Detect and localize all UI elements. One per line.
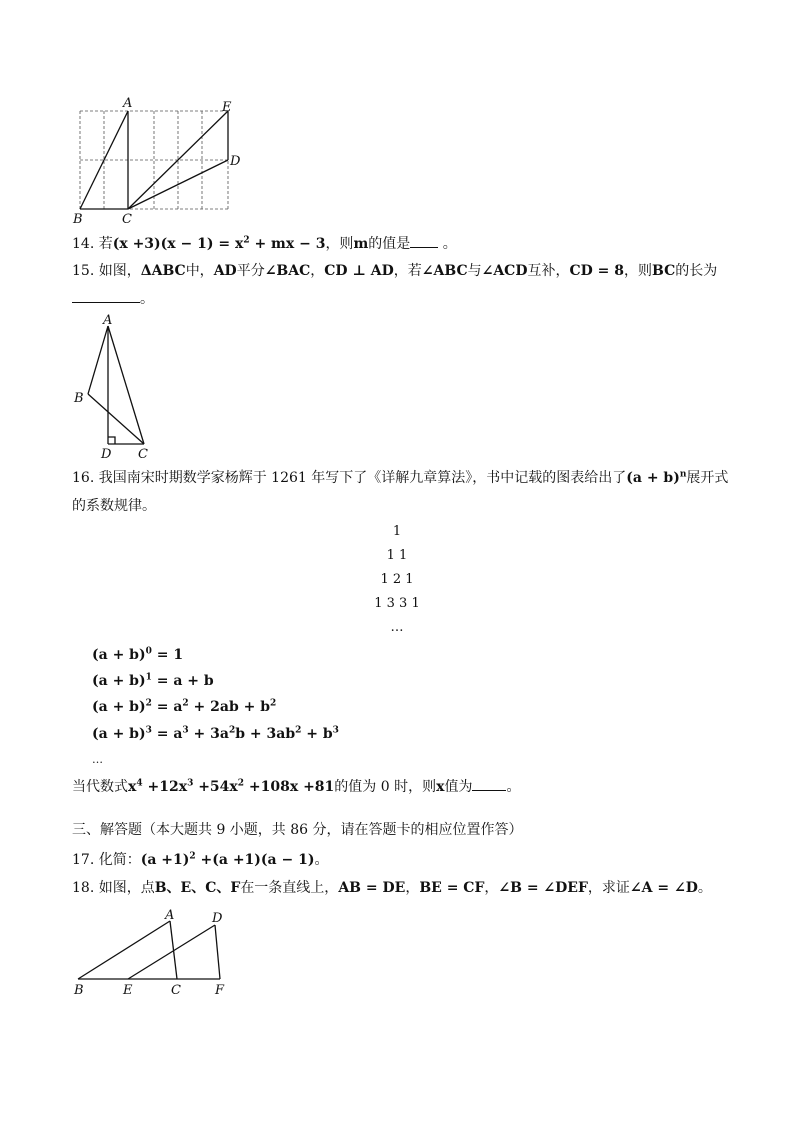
- label-D: D: [230, 154, 241, 169]
- label-F: F: [215, 983, 225, 998]
- label-A: A: [103, 313, 113, 328]
- figure-two-triangles: [70, 905, 240, 1000]
- question-17: 17. 化简：$(a +1)^2 +(a +1)(a - 1)$。: [72, 851, 329, 868]
- section-3-title: 三、解答题（本大题共 9 小题，共 86 分，请在答题卡的相应位置作答）: [72, 822, 523, 838]
- q14-expression: (x +3)(x − 1) = x: [112, 236, 244, 252]
- q16-number: 16.: [72, 470, 99, 486]
- question-16-ask: 当代数式$x^4 +12x^3 +54x^2 +108x +81$的值为 0 时，则x值为 。: [72, 776, 520, 797]
- q14-number: 14.: [72, 236, 99, 252]
- label-C: C: [171, 983, 181, 998]
- pascal-row-3: 1 3 3 1: [374, 596, 420, 611]
- answer-blank: [410, 233, 438, 248]
- figure-triangle-abc: [70, 312, 160, 462]
- question-16-line2: 的系数规律。: [72, 498, 156, 514]
- formula-0: $(a + b)^0 = 1$: [92, 646, 184, 663]
- q18-number: 18.: [72, 880, 99, 896]
- question-18: 18. 如图，点B、E、C、F在一条直线上，AB = DE，BE = CF，∠B = ∠DEF，求证∠A = ∠D。: [72, 880, 712, 896]
- label-C: C: [122, 212, 132, 227]
- question-16: 16. 我国南宋时期数学家杨辉于 1261 年写下了《详解九章算法》，书中记载的图表给出了$(a + b)^n$展开式: [72, 469, 729, 486]
- pascal-row-1: 1 1: [386, 548, 408, 563]
- label-E: E: [222, 100, 232, 115]
- label-A: A: [123, 96, 133, 111]
- label-D: D: [212, 911, 223, 926]
- question-14: 14. 若$(x +3)(x - 1) = x^2$ + mx − 3，则m的值是 。: [72, 233, 457, 254]
- q17-number: 17.: [72, 852, 99, 868]
- pascal-row-2: 1 2 1: [380, 572, 414, 587]
- label-A: A: [165, 908, 175, 923]
- label-E: E: [123, 983, 133, 998]
- label-D: D: [101, 447, 112, 462]
- label-B: B: [73, 212, 83, 227]
- label-B: B: [74, 391, 84, 406]
- formula-3: $(a + b)^3 = a^3 + 3a^2b + 3ab^2 + b^3$: [92, 725, 339, 742]
- pascal-row-0: 1: [392, 524, 402, 539]
- question-15: 15. 如图，ΔABC中，AD平分∠BAC，CD ⊥ AD，若∠ABC与∠ACD互补，CD = 8，则BC的长为: [72, 263, 718, 279]
- answer-blank: [472, 776, 506, 791]
- label-C: C: [138, 447, 148, 462]
- formula-2: $(a + b)^2 = a^2 + 2ab + b^2$: [92, 698, 277, 715]
- label-B: B: [74, 983, 84, 998]
- formula-1: $(a + b)^1 = a + b$: [92, 672, 214, 689]
- pascal-row-dots: …: [390, 620, 404, 635]
- q15-number: 15.: [72, 263, 99, 279]
- formula-dots: …: [92, 753, 103, 766]
- answer-blank: [72, 288, 140, 303]
- question-15-line2: 。: [72, 288, 154, 309]
- figure-grid-triangles: [70, 95, 250, 230]
